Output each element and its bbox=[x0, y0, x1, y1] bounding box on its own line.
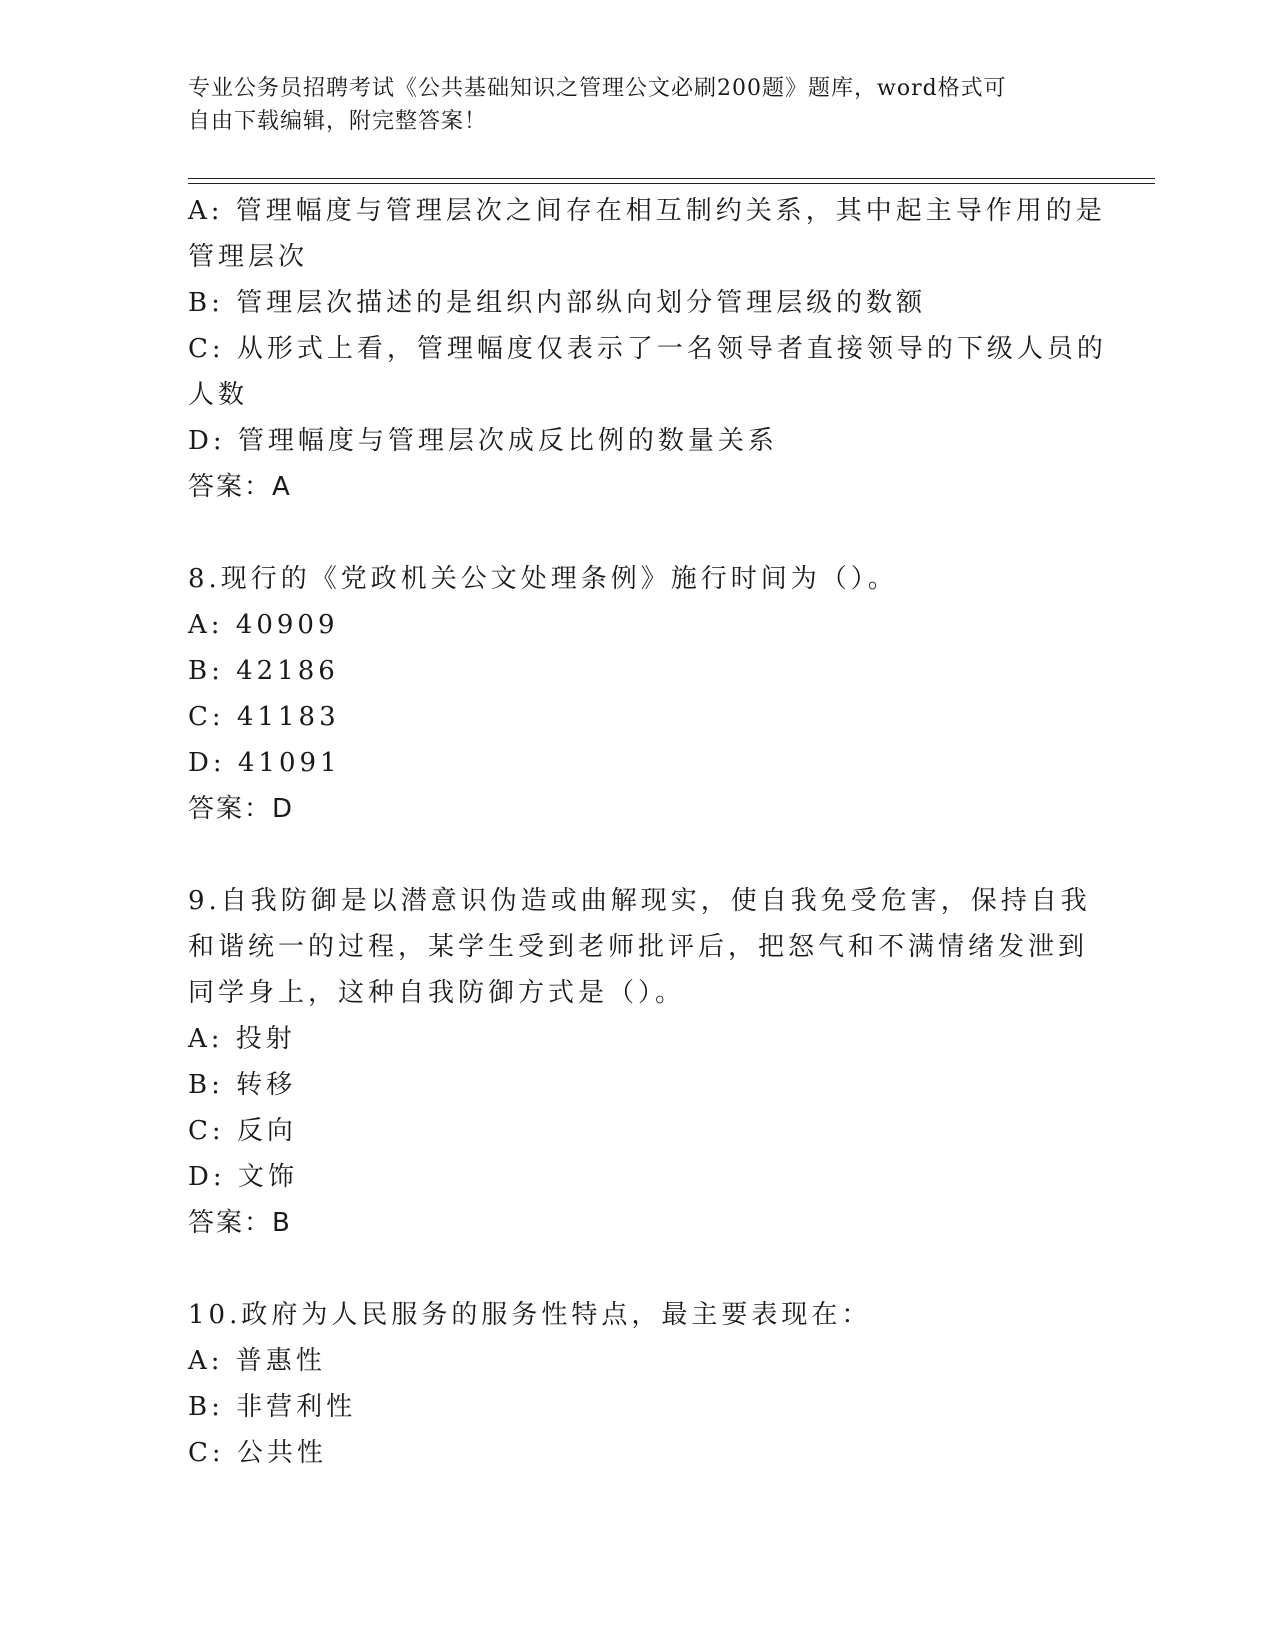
spacer bbox=[188, 1246, 1088, 1292]
spacer bbox=[188, 832, 1088, 878]
q9-option-a: A: 投射 bbox=[188, 1024, 296, 1054]
q8-option-b: B: 42186 bbox=[188, 656, 339, 686]
header-line-2: 自由下载编辑，附完整答案！ bbox=[188, 109, 488, 134]
q10-option-a: A: 普惠性 bbox=[188, 1346, 326, 1376]
question-8-block bbox=[188, 556, 1088, 832]
document-body bbox=[188, 188, 1107, 1476]
q9-option-c: C: 反向 bbox=[188, 1116, 297, 1146]
q7-option-b: B: 管理层次描述的是组织内部纵向划分管理层级的数额 bbox=[188, 288, 927, 318]
q8-answer: 答案：D bbox=[188, 794, 295, 824]
q8-option-d: D: 41091 bbox=[188, 748, 341, 778]
spacer bbox=[188, 510, 1088, 556]
q10-question: 10.政府为人民服务的服务性特点，最主要表现在： bbox=[188, 1300, 872, 1330]
q9-question-line-2: 和谐统一的过程，某学生受到老师批评后，把怒气和不满情绪发泄到 bbox=[188, 932, 1089, 962]
header-line-1: 专业公务员招聘考试《公共基础知识之管理公文必刷200题》题库，word格式可 bbox=[188, 76, 1007, 101]
q7-option-c-line-1: C: 从形式上看，管理幅度仅表示了一名领导者直接领导的下级人员的 bbox=[188, 334, 1107, 364]
q8-option-a: A: 40909 bbox=[188, 610, 339, 640]
question-10-block bbox=[188, 1292, 1088, 1476]
q7-option-d: D: 管理幅度与管理层次成反比例的数量关系 bbox=[188, 426, 778, 456]
q9-question-line-3: 同学身上，这种自我防御方式是（）。 bbox=[188, 978, 686, 1008]
q7-option-a-line-2: 管理层次 bbox=[188, 242, 309, 272]
document-header bbox=[188, 72, 1088, 138]
q10-option-c: C: 公共性 bbox=[188, 1438, 327, 1468]
q9-option-d: D: 文饰 bbox=[188, 1162, 298, 1192]
q7-option-a-line-1: A: 管理幅度与管理层次之间存在相互制约关系，其中起主导作用的是 bbox=[188, 196, 1106, 226]
q7-option-c-line-2: 人数 bbox=[188, 380, 249, 410]
q8-option-c: C: 41183 bbox=[188, 702, 340, 732]
question-7-block bbox=[188, 188, 1107, 510]
q9-answer: 答案：B bbox=[188, 1208, 292, 1238]
q9-option-b: B: 转移 bbox=[188, 1070, 297, 1100]
q10-option-b: B: 非营利性 bbox=[188, 1392, 357, 1422]
q9-question-line-1: 9.自我防御是以潜意识伪造或曲解现实，使自我免受危害，保持自我 bbox=[188, 886, 1091, 916]
q8-question: 8.现行的《党政机关公文处理条例》施行时间为（）。 bbox=[188, 564, 898, 594]
q7-answer: 答案：A bbox=[188, 472, 292, 502]
header-divider bbox=[188, 178, 1155, 184]
question-9-block bbox=[188, 878, 1091, 1246]
